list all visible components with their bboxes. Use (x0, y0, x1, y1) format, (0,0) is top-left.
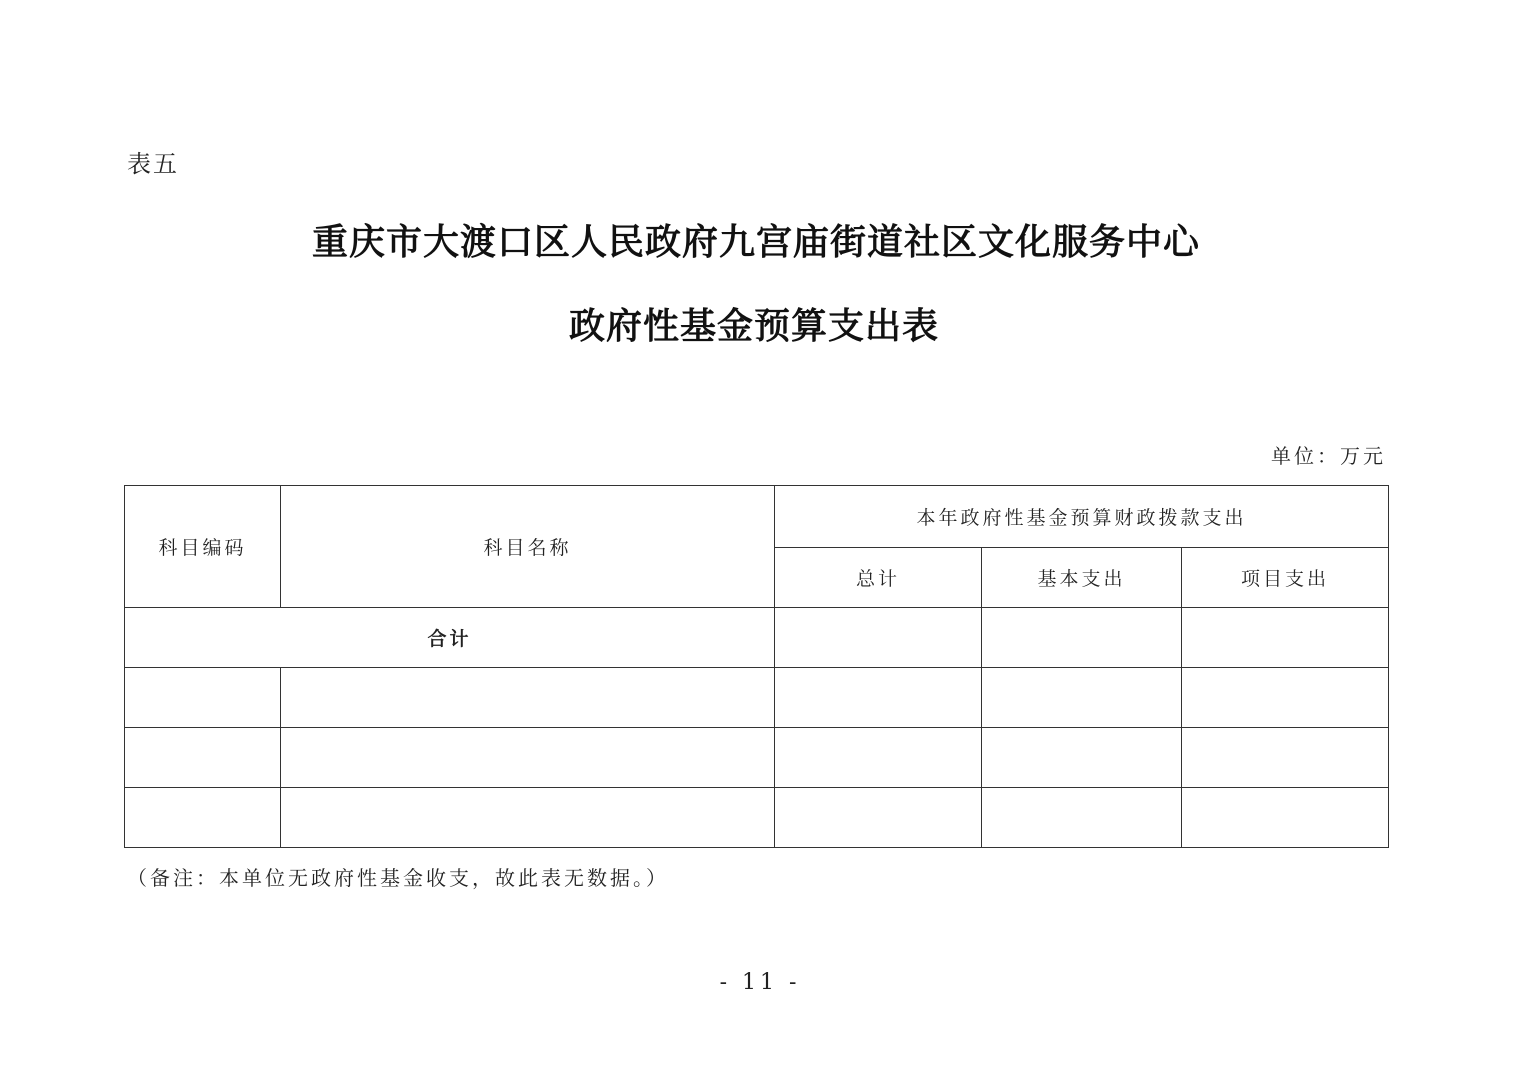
page-title-line-1: 重庆市大渡口区人民政府九宫庙街道社区文化服务中心 (311, 221, 1200, 263)
total-row-label: 合计 (125, 608, 775, 668)
total-row-project (1182, 608, 1389, 668)
page-title-line-2: 政府性基金预算支出表 (568, 305, 939, 347)
header-row-1 (125, 486, 1389, 548)
row-code (125, 788, 281, 848)
row-code (125, 668, 281, 728)
total-row-basic (982, 608, 1182, 668)
row-project (1182, 668, 1389, 728)
footnote: （备注：本单位无政府性基金收支，故此表无数据。） (127, 866, 669, 890)
row-project (1182, 788, 1389, 848)
row-name (281, 788, 775, 848)
header-group: 本年政府性基金预算财政拨款支出 (775, 486, 1389, 548)
row-total (775, 668, 982, 728)
header-basic: 基本支出 (982, 548, 1182, 608)
row-total (775, 788, 982, 848)
row-name (281, 668, 775, 728)
row-basic (982, 668, 1182, 728)
row-basic (982, 728, 1182, 788)
header-total: 总计 (775, 548, 982, 608)
page-number: - 11 - (719, 970, 801, 995)
table-row (125, 788, 1389, 848)
table-row (125, 668, 1389, 728)
row-code (125, 728, 281, 788)
header-project: 项目支出 (1182, 548, 1389, 608)
row-total (775, 728, 982, 788)
total-row-total (775, 608, 982, 668)
unit-label: 单位：万元 (1271, 444, 1386, 468)
row-project (1182, 728, 1389, 788)
table-row (125, 728, 1389, 788)
row-basic (982, 788, 1182, 848)
table-label: 表五 (127, 150, 179, 178)
header-code: 科目编码 (125, 486, 281, 608)
total-row (125, 608, 1389, 668)
header-name: 科目名称 (281, 486, 775, 608)
row-name (281, 728, 775, 788)
budget-table (124, 485, 1389, 848)
